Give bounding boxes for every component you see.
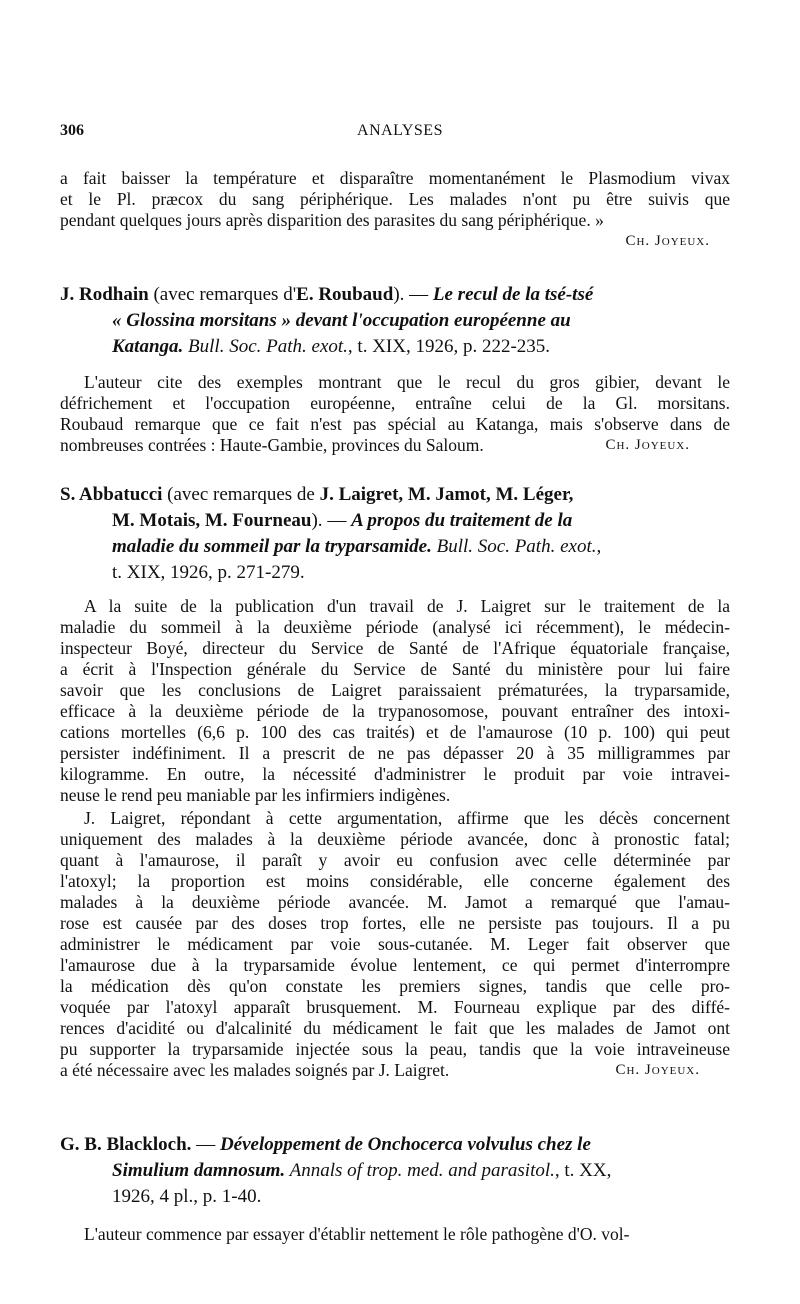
reference-title: Le recul de la tsé-tsé bbox=[432, 284, 594, 305]
text-line: malades à la deuxième période avancée. M. Jamot a remarqué que l'amau- bbox=[60, 892, 730, 912]
text-line: et le Pl. præcox du sang périphérique. Les malades n'ont pu être suivis que bbox=[60, 189, 730, 209]
reference-citation: 1926, 4 pl., p. 1-40. bbox=[112, 1186, 262, 1207]
reference-author: S. Abbatucci bbox=[60, 484, 163, 505]
text-line: a fait baisser la température et disparaître momentanément le Plasmodium vivax bbox=[60, 168, 730, 188]
rodhain-body bbox=[60, 372, 730, 456]
text-line: a été nécessaire avec les malades soignés par J. Laigret. bbox=[60, 1060, 450, 1080]
dash: — bbox=[191, 1134, 220, 1155]
text-line: L'auteur commence par essayer d'établir nettement le rôle pathogène d'O. vol- bbox=[84, 1224, 630, 1244]
reference-title: Katanga. bbox=[112, 336, 184, 357]
abbatucci-paragraph-2 bbox=[60, 808, 730, 1081]
reference-title: Développement de Onchocerca volvulus chez le bbox=[219, 1134, 591, 1155]
remarks-prefix: (avec remarques d' bbox=[153, 284, 297, 305]
text-line: rose est causée par des doses trop fortes, elle ne persiste pas toujours. Il a pu bbox=[60, 913, 730, 933]
remarks-author: E. Roubaud bbox=[296, 284, 394, 305]
remarks-authors: J. Laigret, M. Jamot, M. Léger, bbox=[319, 484, 574, 505]
text-line: pendant quelques jours après disparition des parasites du sang périphérique. » bbox=[60, 210, 604, 230]
abbatucci-paragraph-1 bbox=[60, 596, 730, 806]
reference-citation: , t. XX, bbox=[554, 1160, 612, 1181]
text-line: l'amaurose due à la tryparsamide évolue lentement, ce qui permet d'interrompre bbox=[60, 955, 730, 975]
reference-author: G. B. Blackloch. bbox=[60, 1134, 192, 1155]
running-head: ANALYSES bbox=[357, 122, 443, 139]
reference-author: J. Rodhain bbox=[60, 284, 149, 305]
reference-citation: t. XIX, 1926, p. 271-279. bbox=[112, 562, 305, 583]
reference-title: maladie du sommeil par la tryparsamide. bbox=[112, 536, 432, 557]
text-line: Roubaud remarque que ce fait n'est pas spécial au Katanga, mais s'observe dans de bbox=[60, 414, 730, 434]
text-line: quant à l'amaurose, il paraît y avoir eu confusion avec celle déterminée par bbox=[60, 850, 730, 870]
text-line: kilogramme. En outre, la nécessité d'administrer le produit par voie intravei- bbox=[60, 764, 730, 784]
signature: Ch. Joyeux. bbox=[605, 437, 690, 453]
text-line: nombreuses contrées : Haute-Gambie, provinces du Saloum. bbox=[60, 435, 484, 455]
text-line: rences d'acidité ou d'alcalinité du médicament le fait que les malades de Jamot ont bbox=[60, 1018, 730, 1038]
reference-journal: Bull. Soc. Path. exot. bbox=[188, 336, 348, 357]
reference-title: A propos du traitement de la bbox=[351, 510, 573, 531]
remarks-authors: M. Motais, M. Fourneau bbox=[112, 510, 312, 531]
reference-blackloch bbox=[60, 1132, 730, 1245]
text-line: uniquement des malades à la deuxième période avancée, donc à pronostic fatal; bbox=[60, 829, 730, 849]
text-line: inspecteur Boyé, directeur du Service de Santé de l'Afrique équatoriale française, bbox=[60, 638, 730, 658]
text-line: l'atoxyl; la proportion est moins considérable, elle concerne également des bbox=[60, 871, 730, 891]
reference-journal: Bull. Soc. Path. exot., bbox=[436, 536, 602, 557]
blackloch-body bbox=[60, 1224, 730, 1245]
page-header bbox=[60, 122, 740, 144]
remarks-suffix: ). bbox=[393, 284, 405, 305]
signature: Ch. Joyeux. bbox=[625, 233, 710, 249]
text-line: savoir que les conclusions de Laigret paraissaient prématurées, la tryparsamide, bbox=[60, 680, 730, 700]
text-line: voquée par l'atoxyl apparaît brusquement. M. Fourneau explique par des diffé- bbox=[60, 997, 730, 1017]
text-line: pu supporter la tryparsamide injectée sous la peau, tandis que la voie intraveineuse bbox=[60, 1039, 730, 1059]
text-line: efficace à la deuxième période de la trypanosomose, pouvant entraîner des intoxi- bbox=[60, 701, 730, 721]
reference-title: Simulium damnosum. bbox=[112, 1160, 286, 1181]
text-line: la médication dès qu'on constate les premiers signes, tandis que celle pro- bbox=[60, 976, 730, 996]
text-line: a écrit à l'Inspection générale du Service de Santé du ministère pour lui faire bbox=[60, 659, 730, 679]
page-number: 306 bbox=[60, 122, 84, 139]
reference-journal: Annals of trop. med. and parasitol. bbox=[285, 1160, 555, 1181]
remarks-prefix: (avec remarques de bbox=[167, 484, 320, 505]
reference-rodhain: J. Rodhain (avec remarques d'E. Roubaud). — Le recul de la tsé-tsé « Glossina morsitans » devant l'occupation européenne au Katanga. Bull. Soc. Path. exot., t. XIX, 1926, p. 222-235. L'auteur cite des exemples montrant que le recul du gros gibier, devant le défrichement et l'occupation européenne, entraîne celui de la Gl. morsitans. Roubaud remarque que ce fait n'est pas spécial au Katanga, mais s'observe dans de nombreuses contrées : Haute-Gambie, provinces du Saloum. Ch. Joyeux. bbox=[60, 284, 730, 455]
text-line: défrichement et l'occupation européenne, entraîne celui de la Gl. morsitans. bbox=[60, 393, 730, 413]
text-line: L'auteur cite des exemples montrant que le recul du gros gibier, devant le bbox=[84, 372, 730, 392]
text-line: persister indéfiniment. Il a prescrit de ne pas dépasser 20 à 35 milligrammes par bbox=[60, 743, 730, 763]
reference-abbatucci: S. Abbatucci (avec remarques de J. Laigret, M. Jamot, M. Léger, M. Motais, M. Fourneau). — A propos du traitement de la maladie du sommeil par la tryparsamide. Bull. Soc. Path. exot., t. XIX, 1926, p. 271-279. A la suite de la publication d'un travail de J. Laigret sur le traitement de la maladie du sommeil à la deuxième période (analysé ici récemment), le médecin- inspecteur Boyé, directeur du Service de Santé de l'Afrique équatoriale française, a écrit à l'Inspection générale du Service de Santé du ministère pour lui faire savoir que les conclusions de Laigret paraissaient prématurées, la tryparsamide, efficace à la deuxième période de la trypanosomose, pouvant entraîner des intoxi- cations mortelles (6,6 p. 100 des cas traités) et de l'amaurose (10 p. 100) qui peut persister indéfiniment. Il a prescrit de ne pas dépasser 20 à 35 milligrammes par kilogramme. En outre, la nécessité d'administrer le produit par voie intravei- neuse le rend peu maniable par les infirmiers indigènes. J. Laigret, répondant à cette argumentation, affirme que les décès concernent uniquement des malades à la deuxième période avancée, donc à pronostic fatal; quant à l'amaurose, il paraît y avoir eu confusion avec celle déterminée par l'atoxyl; la proportion est moins considérable, elle concerne également des malades à la deuxième période avancée. M. Jamot a remarqué que l'amau- rose est causée par des doses trop fortes, elle ne persiste pas toujours. Il a pu administrer le médicament par voie sous-cutanée. M. Leger fait observer que l'amaurose due à la tryparsamide évolue lentement, ce qui permet d'interrompre la médication dès qu'on constate les premiers signes, tandis que celle pro- voquée par l'atoxyl apparaît brusquement. M. Fourneau explique par des diffé- rences d'acidité ou d'alcalinité du médicament le fait que les malades de Jamot ont pu supporter la tryparsamide injectée sous la peau, tandis que la voie intraveineuse a été nécessaire avec les malades soignés par J. Laigret. Ch. Joyeux. bbox=[60, 484, 730, 1080]
text-line: administrer le médicament par voie sous-cutanée. M. Leger fait observer que bbox=[60, 934, 730, 954]
text-line: A la suite de la publication d'un travail de J. Laigret sur le traitement de la bbox=[84, 596, 730, 616]
signature: Ch. Joyeux. bbox=[615, 1062, 700, 1078]
top-paragraph bbox=[60, 168, 730, 250]
remarks-suffix: ). bbox=[311, 510, 323, 531]
text-line: maladie du sommeil à la deuxième période (analysé ici récemment), le médecin- bbox=[60, 617, 730, 637]
text-line: neuse le rend peu maniable par les infirmiers indigènes. bbox=[60, 785, 451, 805]
reference-citation: , t. XIX, 1926, p. 222-235. bbox=[347, 336, 551, 357]
text-line: J. Laigret, répondant à cette argumentation, affirme que les décès concernent bbox=[84, 808, 730, 828]
reference-title: « Glossina morsitans » devant l'occupation européenne au bbox=[112, 310, 571, 331]
text-line: cations mortelles (6,6 p. 100 des cas traités) et de l'amaurose (10 p. 100) qui peut bbox=[60, 722, 730, 742]
